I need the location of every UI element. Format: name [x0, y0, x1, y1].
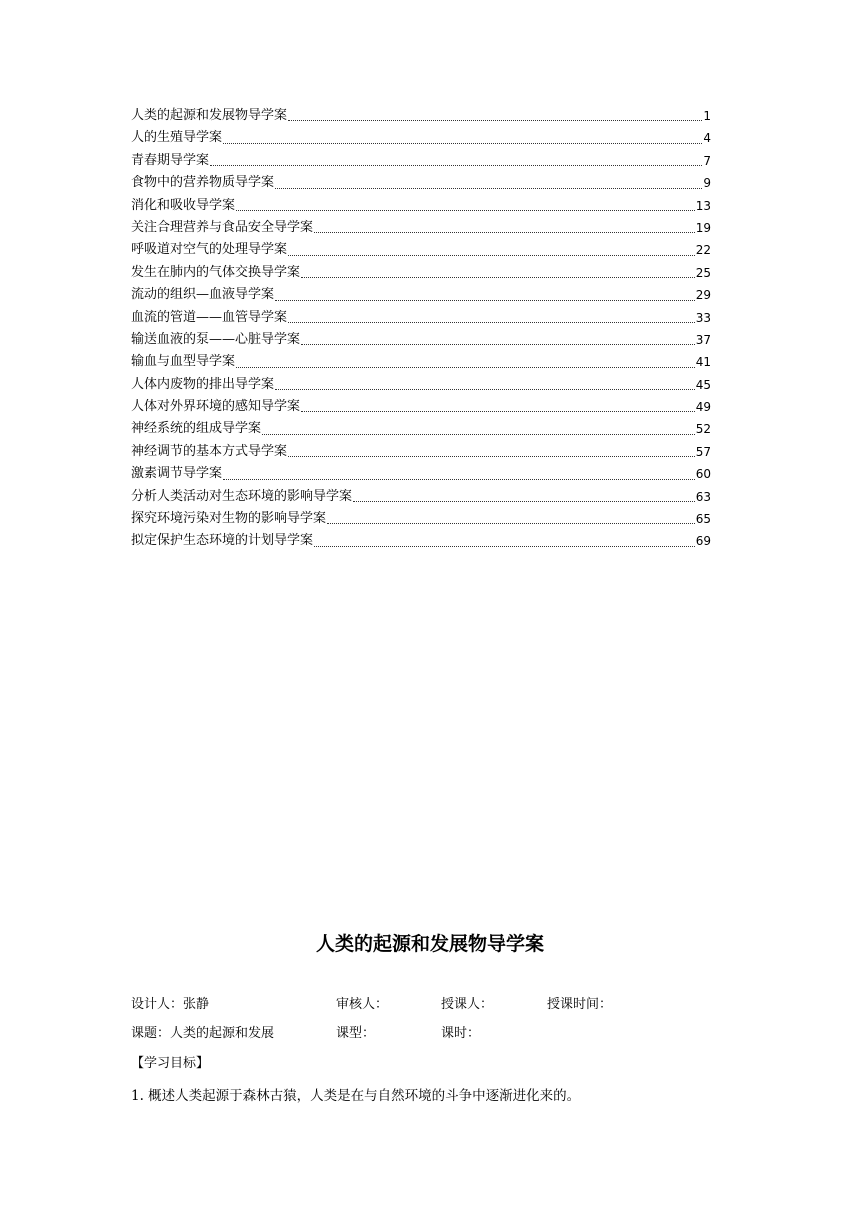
- toc-entry-title: 食物中的营养物质导学案: [131, 175, 275, 191]
- toc-dot-leader: [223, 142, 702, 144]
- toc-entry-title: 人的生殖导学案: [131, 130, 223, 146]
- toc-entry-page: 4: [703, 131, 711, 146]
- toc-entry[interactable]: [131, 217, 711, 239]
- toc-entry[interactable]: [131, 329, 711, 351]
- toc-dot-leader: [314, 545, 695, 547]
- designer-field: 设计人：张静: [131, 997, 210, 1012]
- toc-entry-title: 人类的起源和发展物导学案: [131, 107, 288, 123]
- toc-entry-page: 69: [695, 534, 711, 549]
- toc-dot-leader: [275, 388, 695, 390]
- toc-dot-leader: [288, 455, 695, 457]
- toc-entry-page: 13: [695, 198, 711, 213]
- toc-entry-title: 神经系统的组成导学案: [131, 421, 262, 437]
- toc-entry[interactable]: [131, 172, 711, 194]
- toc-entry-page: 29: [695, 288, 711, 303]
- toc-entry[interactable]: [131, 486, 711, 508]
- toc-entry[interactable]: [131, 418, 711, 440]
- teach-time-field: 授课时间：: [547, 997, 613, 1012]
- toc-dot-leader: [262, 433, 695, 435]
- toc-entry-title: 拟定保护生态环境的计划导学案: [131, 533, 314, 549]
- toc-entry-title: 输血与血型导学案: [131, 354, 236, 370]
- toc-entry-page: 45: [695, 377, 711, 392]
- toc-entry-title: 血流的管道——血管导学案: [131, 309, 288, 325]
- toc-entry-title: 输送血液的泵——心脏导学案: [131, 331, 301, 347]
- objective-item: 1. 概述人类起源于森林古猿，人类是在与自然环境的斗争中逐渐进化来的。: [131, 1088, 581, 1104]
- toc-entry[interactable]: [131, 262, 711, 284]
- toc-entry-title: 人体对外界环境的感知导学案: [131, 399, 301, 415]
- toc-entry-title: 流动的组织—血液导学案: [131, 287, 275, 303]
- toc-dot-leader: [275, 299, 695, 301]
- toc-entry-page: 9: [703, 176, 711, 191]
- toc-entry-title: 神经调节的基本方式导学案: [131, 443, 288, 459]
- toc-entry[interactable]: [131, 239, 711, 261]
- toc-entry[interactable]: [131, 105, 711, 127]
- toc-dot-leader: [314, 231, 695, 233]
- reviewer-field: 审核人：: [336, 997, 389, 1012]
- toc-dot-leader: [288, 254, 695, 256]
- topic-field: 课题：人类的起源和发展: [131, 1026, 275, 1041]
- toc-dot-leader: [327, 522, 695, 524]
- toc-entry-title: 消化和吸收导学案: [131, 197, 236, 213]
- toc-entry-page: 19: [695, 220, 711, 235]
- toc-entry-page: 7: [703, 153, 711, 168]
- toc-entry-page: 60: [695, 467, 711, 482]
- toc-entry[interactable]: [131, 396, 711, 418]
- toc-entry-page: 65: [695, 512, 711, 527]
- toc-entry-page: 25: [695, 265, 711, 280]
- toc-entry-page: 57: [695, 444, 711, 459]
- objectives-heading: 【学习目标】: [131, 1056, 210, 1071]
- toc-entry[interactable]: [131, 351, 711, 373]
- toc-dot-leader: [275, 187, 702, 189]
- table-of-contents: [131, 105, 711, 553]
- toc-dot-leader: [353, 500, 695, 502]
- document-title: 人类的起源和发展物导学案: [315, 933, 544, 955]
- toc-entry[interactable]: [131, 374, 711, 396]
- toc-entry[interactable]: [131, 441, 711, 463]
- lesson-type-field: 课型：: [336, 1026, 376, 1041]
- toc-entry[interactable]: [131, 150, 711, 172]
- toc-entry-page: 1: [703, 108, 711, 123]
- toc-entry[interactable]: [131, 307, 711, 329]
- toc-entry-title: 发生在肺内的气体交换导学案: [131, 264, 301, 280]
- toc-entry-title: 分析人类活动对生态环境的影响导学案: [131, 488, 353, 504]
- toc-entry-page: 22: [695, 243, 711, 258]
- toc-dot-leader: [301, 343, 695, 345]
- toc-dot-leader: [210, 164, 702, 166]
- toc-entry[interactable]: [131, 284, 711, 306]
- toc-entry-title: 人体内废物的排出导学案: [131, 376, 275, 392]
- toc-entry[interactable]: [131, 195, 711, 217]
- toc-dot-leader: [236, 366, 695, 368]
- toc-dot-leader: [223, 478, 695, 480]
- toc-entry[interactable]: [131, 530, 711, 552]
- toc-entry-title: 激素调节导学案: [131, 466, 223, 482]
- toc-dot-leader: [288, 119, 702, 121]
- toc-entry-page: 41: [695, 355, 711, 370]
- toc-entry-page: 49: [695, 400, 711, 415]
- teacher-field: 授课人：: [441, 997, 494, 1012]
- toc-entry[interactable]: [131, 127, 711, 149]
- toc-entry-title: 青春期导学案: [131, 152, 210, 168]
- lesson-hours-field: 课时：: [441, 1026, 481, 1041]
- toc-entry-page: 33: [695, 310, 711, 325]
- toc-entry-title: 关注合理营养与食品安全导学案: [131, 219, 314, 235]
- toc-dot-leader: [301, 276, 695, 278]
- toc-entry-title: 探究环境污染对生物的影响导学案: [131, 511, 327, 527]
- toc-entry-page: 37: [695, 332, 711, 347]
- toc-entry-page: 63: [695, 489, 711, 504]
- toc-dot-leader: [301, 410, 695, 412]
- toc-dot-leader: [288, 321, 695, 323]
- toc-dot-leader: [236, 209, 695, 211]
- toc-entry[interactable]: [131, 463, 711, 485]
- toc-entry[interactable]: [131, 508, 711, 530]
- toc-entry-title: 呼吸道对空气的处理导学案: [131, 242, 288, 258]
- toc-entry-page: 52: [695, 422, 711, 437]
